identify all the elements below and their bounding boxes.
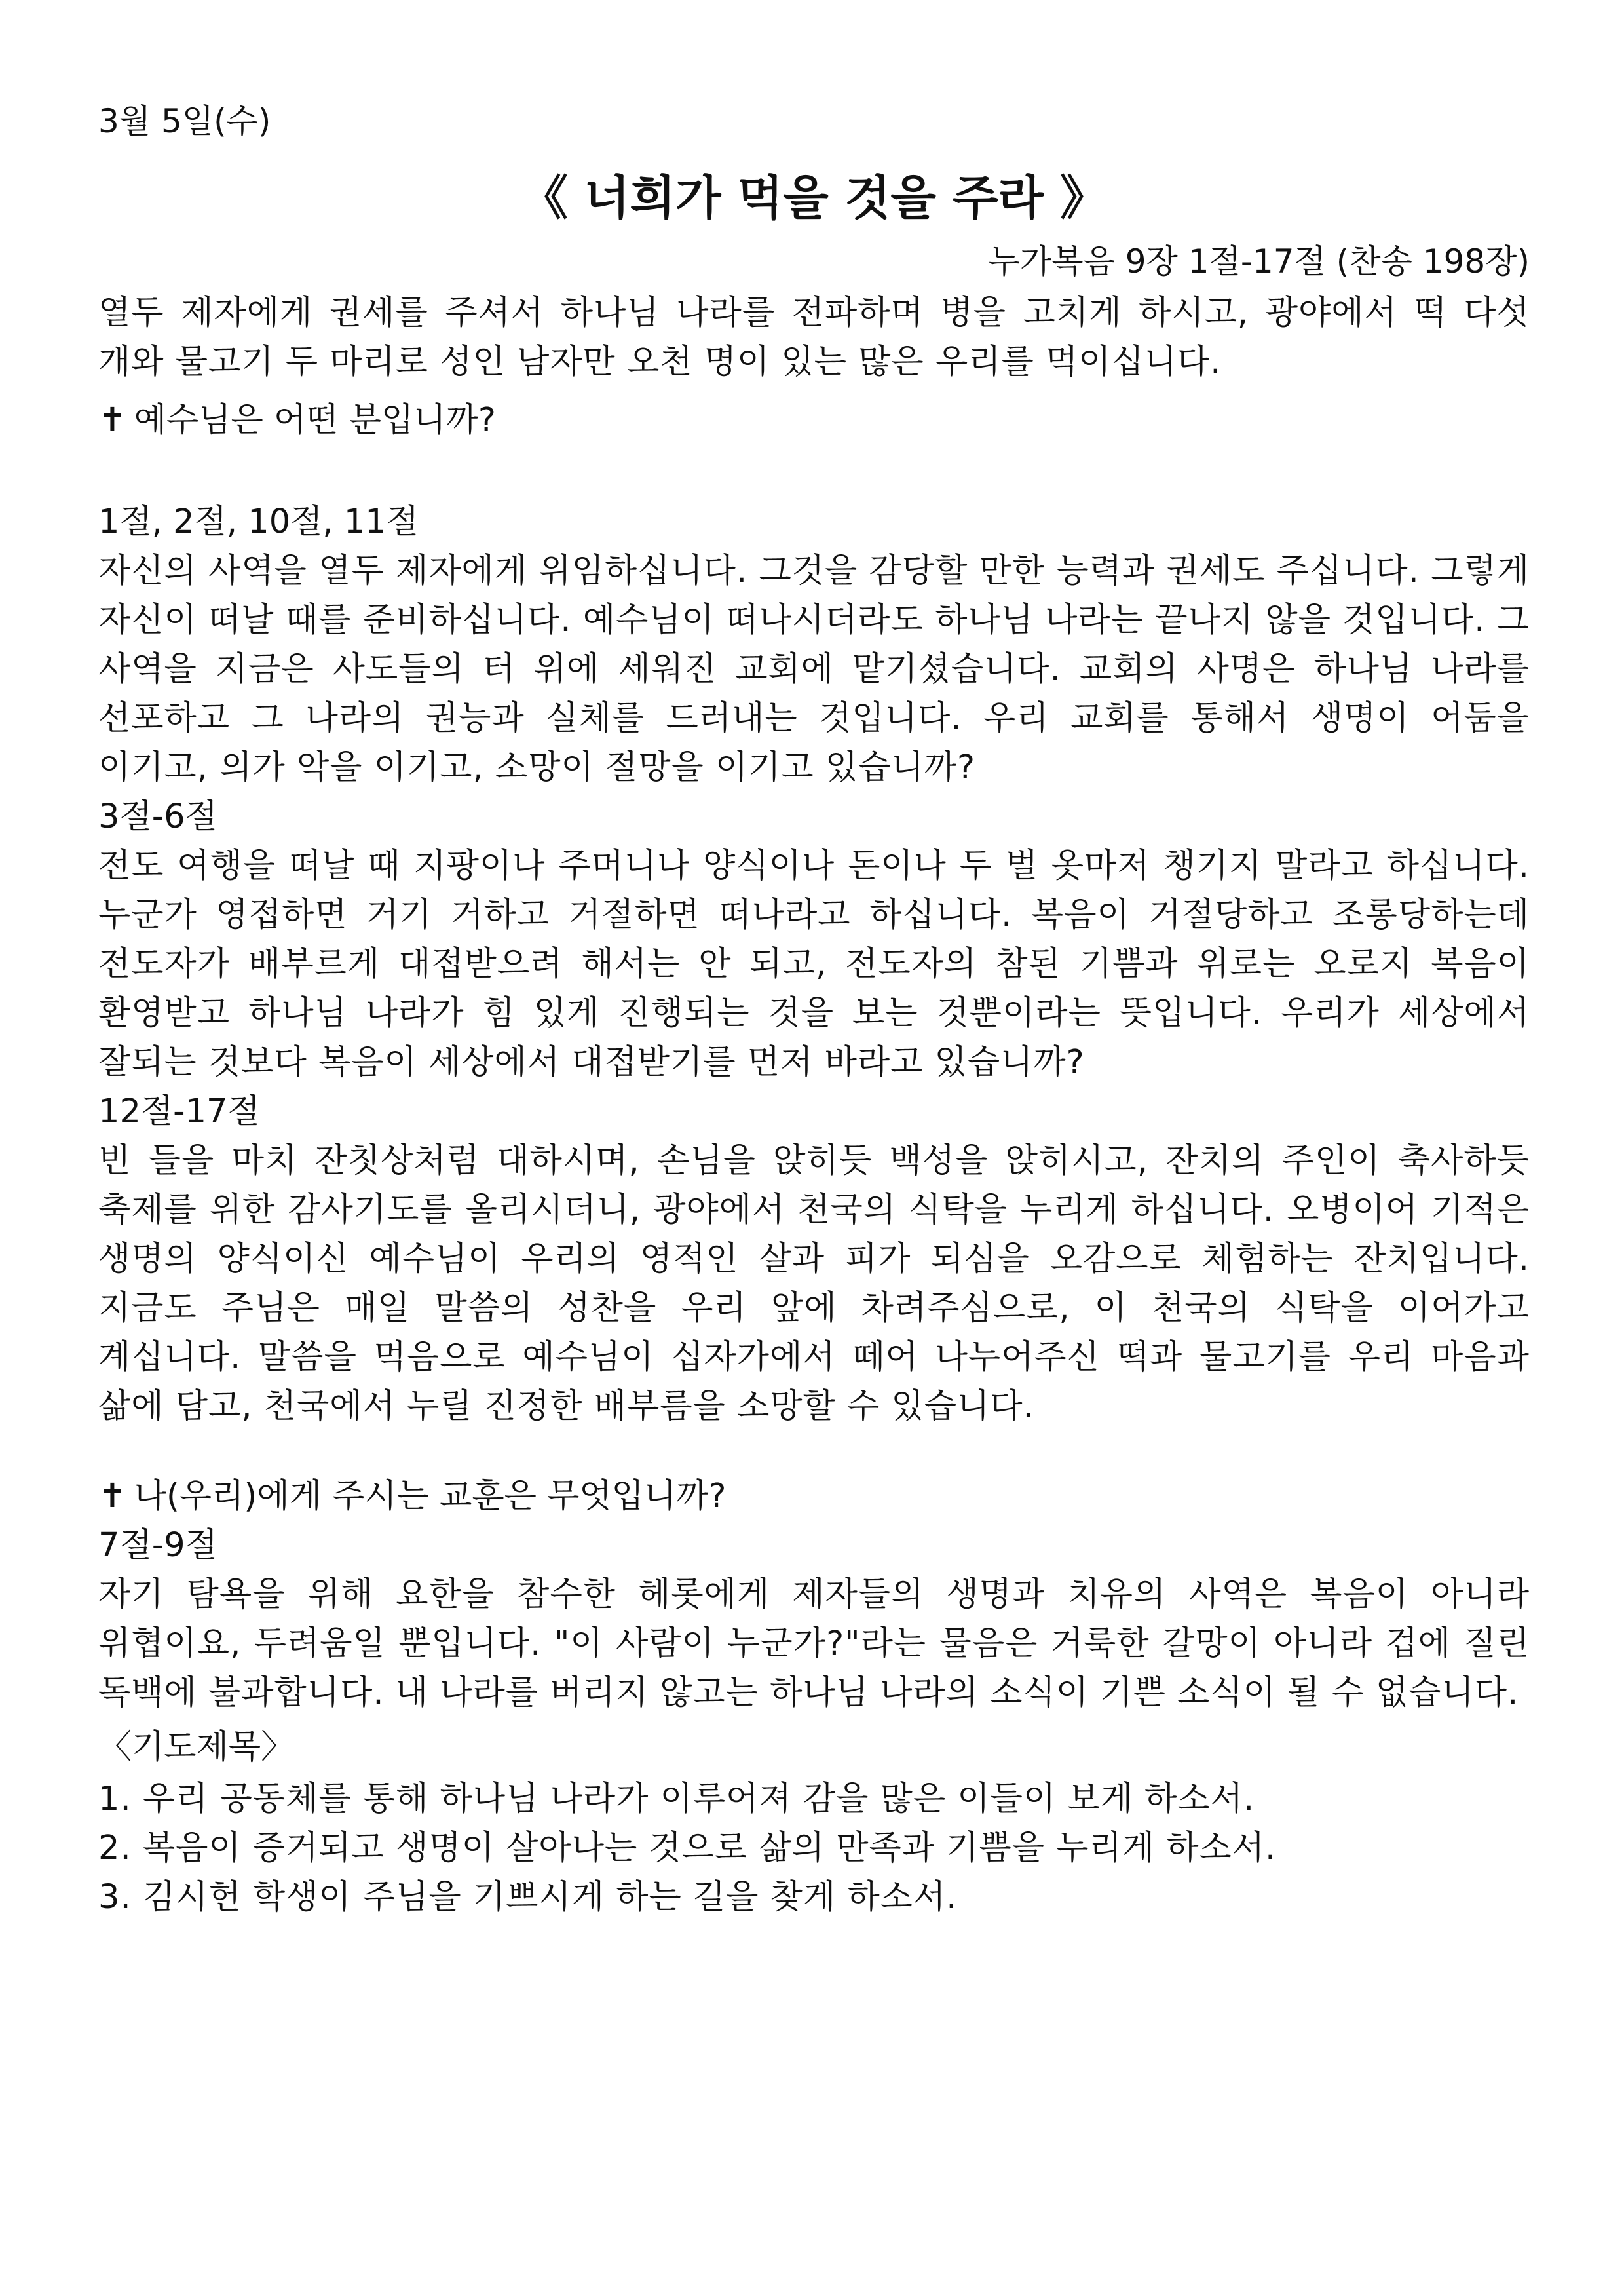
question-text: 예수님은 어떤 분입니까?	[134, 401, 496, 440]
verse-heading: 7절-9절	[98, 1526, 217, 1565]
prayer-item: 1. 우리 공동체를 통해 하나님 나라가 이루어져 감을 많은 이들이 보게 하소서.	[98, 1780, 1255, 1818]
verse-paragraph: 자기 탐욕을 위해 요한을 참수한 헤롯에게 제자들의 생명과 치유의 사역은 복음이 아니라 위협이요, 두려움일 뿐입니다. "이 사람이 누군가?"라는 물음은 거룩한 갈망이 아니라 겁에 질린 독백에 불과합니다. 내 나라를 버리지 않고는 하나님 나라의 소식이 기쁜 소식이 될 수 없습니다.	[98, 1575, 1530, 1712]
cross-icon: ✝	[98, 1477, 126, 1516]
date: 3월 5일(수)	[98, 102, 271, 140]
prayer-title: 〈기도제목〉	[98, 1728, 295, 1767]
page-title: 《 너희가 먹을 것을 주라 》	[520, 170, 1108, 225]
verse-heading: 12절-17절	[98, 1092, 260, 1131]
verse-heading: 3절-6절	[98, 797, 217, 836]
devotional-page	[98, 98, 1530, 1922]
intro-paragraph: 열두 제자에게 권세를 주셔서 하나님 나라를 전파하며 병을 고치게 하시고, 광야에서 떡 다섯 개와 물고기 두 마리로 성인 남자만 오천 명이 있는 많은 우리를 먹이십니다.	[98, 294, 1530, 381]
scripture-reference: 누가복음 9장 1절-17절 (찬송 198장)	[988, 242, 1530, 280]
question-heading-2	[98, 1472, 1530, 1521]
cross-icon: ✝	[98, 401, 126, 440]
question-heading-1	[98, 396, 1530, 445]
prayer-item: 2. 복음이 증거되고 생명이 살아나는 것으로 삶의 만족과 기쁨을 누리게 하소서.	[98, 1829, 1277, 1867]
verse-paragraph: 자신의 사역을 열두 제자에게 위임하십니다. 그것을 감당할 만한 능력과 권세도 주십니다. 그렇게 자신이 떠날 때를 준비하십니다. 예수님이 떠나시더라도 하나님 나라는 끝나지 않을 것입니다. 그 사역을 지금은 사도들의 터 위에 세워진 교회에 맡기셨습니다. 교회의 사명은 하나님 나라를 선포하고 그 나라의 권능과 실체를 드러내는 것입니다. 우리 교회를 통해서 생명이 어둠을 이기고, 의가 악을 이기고, 소망이 절망을 이기고 있습니까?	[98, 552, 1530, 787]
verse-paragraph: 전도 여행을 떠날 때 지팡이나 주머니나 양식이나 돈이나 두 벌 옷마저 챙기지 말라고 하십니다. 누군가 영접하면 거기 거하고 거절하면 떠나라고 하십니다. 복음이 거절당하고 조롱당하는데 전도자가 배부르게 대접받으려 해서는 안 되고, 전도자의 참된 기쁨과 위로는 오로지 복음이 환영받고 하나님 나라가 힘 있게 진행되는 것을 보는 것뿐이라는 뜻입니다. 우리가 세상에서 잘되는 것보다 복음이 세상에서 대접받기를 먼저 바라고 있습니까?	[98, 847, 1530, 1082]
verse-paragraph: 빈 들을 마치 잔칫상처럼 대하시며, 손님을 앉히듯 백성을 앉히시고, 잔치의 주인이 축사하듯 축제를 위한 감사기도를 올리시더니, 광야에서 천국의 식탁을 누리게 하십니다. 오병이어 기적은 생명의 양식이신 예수님이 우리의 영적인 살과 피가 되심을 오감으로 체험하는 잔치입니다. 지금도 주님은 매일 말씀의 성찬을 우리 앞에 차려주심으로, 이 천국의 식탁을 이어가고 계십니다. 말씀을 먹음으로 예수님이 십자가에서 떼어 나누어주신 떡과 물고기를 우리 마음과 삶에 담고, 천국에서 누릴 진정한 배부름을 소망할 수 있습니다.	[98, 1141, 1530, 1426]
verse-heading: 1절, 2절, 10절, 11절	[98, 503, 419, 541]
question-text: 나(우리)에게 주시는 교훈은 무엇입니까?	[134, 1477, 727, 1516]
prayer-item: 3. 김시헌 학생이 주님을 기쁘시게 하는 길을 찾게 하소서.	[98, 1878, 958, 1917]
